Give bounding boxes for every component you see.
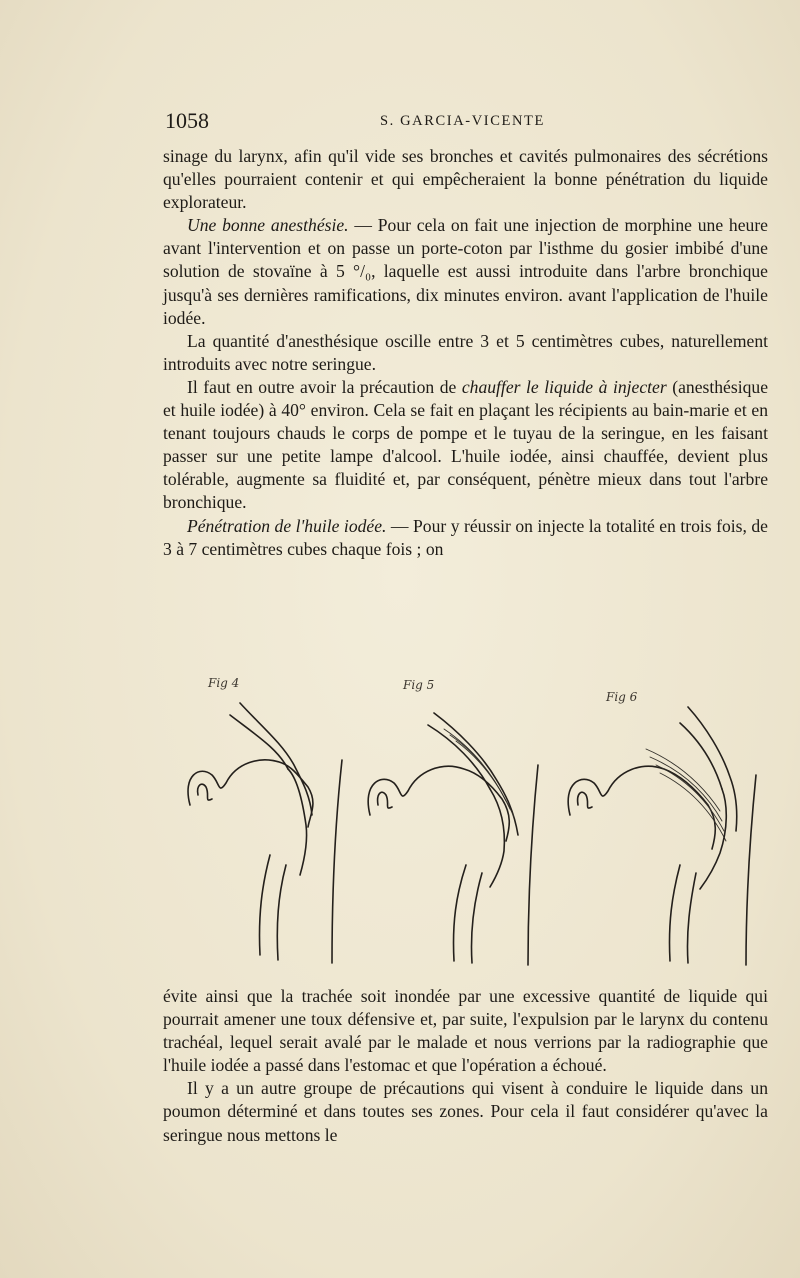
body-text-bottom (163, 985, 768, 1147)
paragraph-quantity: La quantité d'anesthésique oscille entre 3 et 5 centimètres cubes, naturellement introduits avec notre seringue. (163, 330, 768, 374)
fig-5-label: Fig 5 (403, 678, 435, 692)
paragraph-other-precautions: Il y a un autre groupe de précautions qui visent à conduire le liquide dans un poumon déterminé et dans toutes ses zones. Pour cela il faut considérer qu'avec la seringue nous mettons le (163, 1078, 768, 1145)
paragraph-anesthesia-text: — Pour cela on fait une injection de morphine une heure avant l'intervention et on passe un porte-coton par l'isthme du gosier imbibé d'une solution de stovaïne à 5 °/₀, laquelle est aussi introduite dans l'arbre bronchique jusqu'à ses dernières ramifications, dix minutes environ. avant l'application de l'huile iodée. (163, 215, 768, 328)
laryngeal-figures (160, 665, 780, 975)
page-number: 1058 (165, 108, 209, 133)
paragraph-heating (163, 376, 768, 515)
section-title-anesthesia: Une bonne anesthésie. (187, 215, 349, 236)
paragraph-heating-start: Il faut en outre avoir la précaution de (187, 376, 462, 397)
paragraph-anesthesia (163, 214, 768, 329)
body-text-top (163, 145, 768, 561)
paragraph-flooding: évite ainsi que la trachée soit inondée par une excessive quantité de liquide qui pourrait amener une toux défensive et, par suite, l'expulsion par le larynx du contenu trachéal, lequel serait avalé par le malade et nous verrions par la radiographie que l'huile iodée a passé dans l'estomac et que l'opération a échoué. (163, 986, 768, 1076)
section-title-penetration: Pénétration de l'huile iodée. (187, 515, 387, 536)
paragraph-continued: sinage du larynx, afin qu'il vide ses bronches et cavités pulmonaires des sécrétions qu'elles pourraient contenir et qui empêcheraient la bonne pénétration du liquide explorateur. (163, 146, 768, 213)
running-head-author: S. GARCIA-VICENTE (380, 113, 545, 129)
paragraph-penetration-text: — Pour y réussir on injecte la totalité en trois fois, de 3 à 7 centimètres cubes chaque fois ; on (163, 515, 768, 559)
figure-4 (188, 676, 342, 963)
paragraph-penetration (163, 515, 768, 561)
paragraph-heating-rest: (anesthésique et huile iodée) à 40° environ. Cela se fait en plaçant les récipients au bain-marie et en tenant toujours chauds le corps de pompe et le tuyau de la seringue, en les faisant passer sur une petite lampe d'alcool. L'huile iodée, ainsi chauffée, devient plus tolérable, augmente sa fluidité et, par conséquent, pénètre mieux dans tout l'arbre bronchique. (163, 376, 769, 513)
figure-5 (368, 678, 538, 965)
fig-4-label: Fig 4 (208, 676, 240, 690)
heating-emphasis: chauffer le liquide à injecter (461, 376, 667, 397)
fig-6-label: Fig 6 (606, 690, 638, 704)
figure-strip (160, 665, 780, 975)
figure-6 (568, 690, 756, 965)
running-head (165, 108, 765, 136)
